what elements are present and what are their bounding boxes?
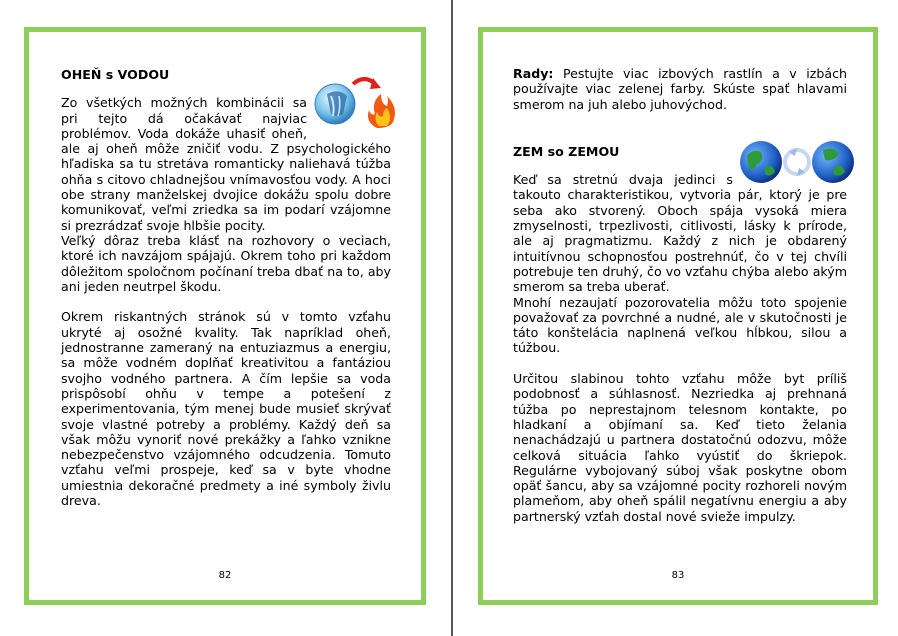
section-heading-earth-earth: ZEM so ZEMOU bbox=[513, 143, 620, 159]
left-paragraph-3: Okrem riskantných stránok sú v tomto vzťahu ukryté aj osožné kvality. Tak napríklad oheň, jednostranne zameraný na entuziazmus a energiu, sa môže vodném doplňať kreativitou a fantáziou svojho vodného partnera. A čím lepšie sa voda prispôsobí ohňu v tempe a potešení z experimentovania, tým menej bude musieť skrývať svoje vlastné potreby a problémy. Každý deň sa však môžu vynoriť nové prekážky a ľahko vznikne nebezpečenstvo vzájomného odcudzenia. Tomuto vzťahu veľmi prospeje, keď sa v byte vhodne umiestnia dekoračné predmety a iné symboly živlu dreva. bbox=[61, 309, 391, 509]
left-paragraph-1: Zo všetkých možných kombinácii sa pri tejto dá očakávať najviac problémov. Voda dokáže uhasiť oheň, ale aj oheň môže zničiť vodu. Z psychologického hľadiska sa tu stretáva romanticky naliehavá túžba ohňa s citovo chladnejšou vnímavosťou vody. A hoci obe strany manželskej dvojice dokážu spolu dobre komunikovať, veľmi zriedka sa im podarí vzájomne si prezrádzať svoje hlbšie pocity. bbox=[61, 95, 391, 233]
section-heading-fire-water: OHEŇ s VODOU bbox=[61, 67, 170, 82]
left-page bbox=[24, 27, 426, 605]
page-number: 82 bbox=[218, 570, 232, 581]
tips-paragraph bbox=[513, 66, 847, 112]
tips-label: Rady: bbox=[513, 66, 554, 81]
tips-text: Pestujte viac izbových rastlín a v izbách používajte viac zelenej farby. Skúste spať hlavami smerom na juh alebo juhovýchod. bbox=[513, 66, 847, 112]
right-paragraph-1: Keď sa stretnú dvaja jedinci s takouto charakteristikou, vytvoria pár, ktorý je pre seba ako stvorený. Oboch spája vysoká miera zmyselnosti, trpezlivosti, citlivosti, lásky k prírode, ale aj pragmatizmu. Každý z nich je obdarený intuitívnou schopnosťou postrehnúť, čo v tej chvíli potrebuje ten druhý, čo vo vzťahu chýba alebo akým smerom sa treba uberať. bbox=[513, 172, 847, 295]
page-number: 83 bbox=[671, 570, 685, 581]
left-page-content bbox=[61, 67, 391, 508]
water-and-fire-icon bbox=[313, 72, 399, 130]
right-paragraph-2: Mnohí nezaujatí pozorovatelia môžu toto spojenie považovať za povrchné a nudné, ale v skutočnosti je táto konštelácia naplnená veľkou hĺbkou, silou a túžbou. bbox=[513, 294, 847, 356]
right-page-content bbox=[513, 66, 847, 524]
left-paragraph-2: Veľký dôraz treba klásť na rozhovory o veciach, ktoré ich navzájom spájajú. Okrem toho pri každom dôležitom spoločnom počínaní treba dbať na to, aby ani jeden neutrpel škodu. bbox=[61, 232, 391, 294]
right-paragraph-3: Určitou slabinou tohto vzťahu môže byt príliš podobnosť a súhlasnosť. Nezriedka aj prehnaná túžba po neprestajnom telesnom kontakte, po hladkaní a objímaní sa. Keď tieto želania nenachádzajú u partnera dostatočnú odozvu, môže celková situácia ľahko vyústiť do škriepok. Regulárne vybojovaný súboj však poskytne obom opäť šancu, aby sa vzájomné pocity rozhoreli novým plameňom, aby oheň spálil negatívnu energiu a aby partnerský vzťah dostal nové svieže impulzy. bbox=[513, 371, 847, 524]
earth-globes-exchange-icon bbox=[739, 138, 855, 186]
page-divider bbox=[451, 0, 453, 636]
right-page bbox=[478, 27, 878, 605]
